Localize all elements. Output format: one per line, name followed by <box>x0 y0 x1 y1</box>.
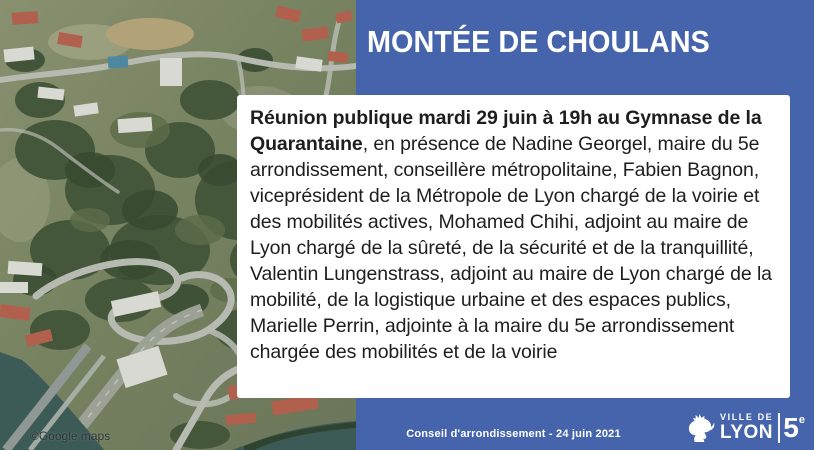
announcement-text-bold: Réunion publique mardi 29 juin à 19h au Gymnase de la Quarantaine <box>250 107 762 155</box>
map-attribution: ©Google maps <box>30 429 111 443</box>
logo-district-number: 5 <box>783 411 799 443</box>
lyon-lion-icon <box>685 412 716 443</box>
announcement-card <box>237 95 790 398</box>
logo-district-badge <box>783 411 805 443</box>
logo-district-suffix: e <box>798 413 805 426</box>
logo-lyon-label: LYON <box>719 422 774 443</box>
announcement-text <box>250 105 777 365</box>
ville-de-lyon-logo <box>685 412 805 443</box>
announcement-text-rest: , en présence de Nadine Georgel, maire du 5e arrondissement, conseillère métropolitaine, Fabien Bagnon, viceprésident de la Métropole de Lyon chargé de la voirie et des mobilités actives, Mohamed Chihi, adjoint au maire de Lyon chargé de la sûreté, de la sécurité et de la tranquillité, Valentin Lungenstrass, adjoint au maire de Lyon chargé de la mobilité, de la logistique urbaine et des espaces publics, Marielle Perrin, adjointe à la maire du 5e arrondissement chargée des mobilités et de la voirie <box>250 133 772 363</box>
logo-divider <box>778 413 780 443</box>
slide-title: MONTÉE DE CHOULANS <box>367 24 710 59</box>
slide-footer: Conseil d'arrondissement - 24 juin 2021 <box>406 428 621 440</box>
logo-wordmark <box>720 413 773 442</box>
logo-ville-de-label: VILLE DE <box>719 412 774 422</box>
